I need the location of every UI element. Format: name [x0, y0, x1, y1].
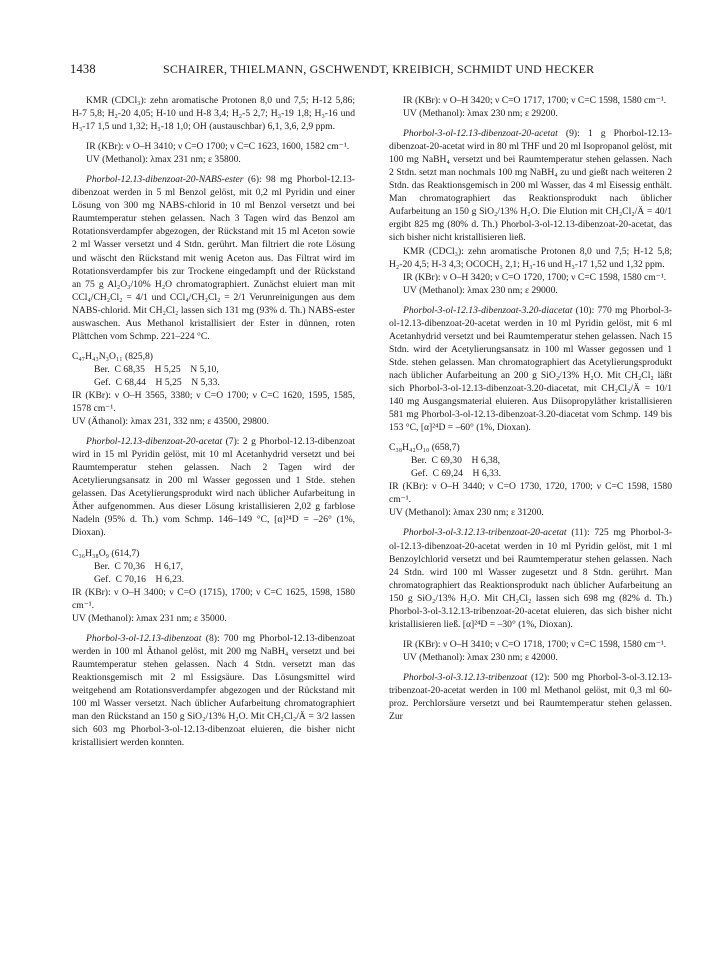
section-12-title: Phorbol-3-ol-3.12.13-tribenzoat: [403, 671, 528, 683]
section-10-body: (10): 770 mg Phorbol-3-ol-12.13-dibenzoat-20-acetat werden in 10 ml Pyridin gelöst, mit 6 ml Acetanhydrid versetzt und bei Raumtemperatur stehen gelassen. Nach 15 Stdn. wird der Acetylierungsansatz in 100 ml Wasser gegossen und 1 Stde. stehen gelassen. Man chromatographiert das Acetylierungsprodukt nach üblicher Aufarbeitung an 200 g SiO₂/13% H₂O. Mit CH₂Cl₂ läßt sich Phorbol-3-ol-12.13-dibenzoat-3.20-diacetat, mit CH₂Cl₂/Ä = 10/1 140 mg Ausgangsmaterial eluieren. Aus Diisopropyläther kristallisieren 581 mg Phorbol-3-ol-12.13-dibenzoat-3.20-diacetat vom Schmp. 149 bis 153 °C, [α]²⁴D = –60° (1%, Dioxan).: [389, 304, 672, 434]
section-12-body: (12): 500 mg Phorbol-3-ol-3.12.13-tribenzoat-20-acetat werden in 100 ml Methanol gelöst, mit 0,3 ml 60-proz. Perchlorsäure versetzt und bei Raumtemperatur stehen gelassen. Zur: [389, 671, 672, 723]
left-column: [72, 94, 355, 749]
page-number: 1438: [70, 62, 96, 76]
section-8-ir: IR (KBr): ν O–H 3420; ν C=O 1717, 1700; ν C=C 1598, 1580 cm⁻¹.: [403, 95, 667, 106]
section-6-uv: UV (Äthanol): λmax 231, 332 nm; ε 43500, 29800.: [72, 416, 269, 428]
section-9-kmr: KMR (CDCl₃): zehn aromatische Protonen 8,0 und 7,5; H-12 5,8; H₂-20 4,5; H-3 4,3; OCOCH₃ 2,1; H₃-16 und H₃-17 1,52 und 1,32 ppm.: [389, 245, 672, 270]
section-8-paragraph: [72, 632, 355, 749]
section-10-formula: C₃₈H₄₂O₁₀ (658,7): [389, 442, 460, 454]
section-7-gef: Gef. C 70,16 H 6,23.: [94, 573, 185, 585]
section-10-paragraph: [389, 304, 672, 434]
page-header: [70, 62, 666, 78]
section-10-ir: IR (KBr): ν O–H 3440; ν C=O 1730, 1720, 1700; ν C=C 1598, 1580 cm⁻¹.: [389, 481, 672, 506]
running-title: SCHAIRER, THIELMANN, GSCHWENDT, KREIBICH, SCHMIDT UND HECKER: [163, 62, 595, 76]
section-11-body: (11): 725 mg Phorbol-3-ol-12.13-dibenzoat-20-acetat werden in 10 ml Pyridin gelöst, mit 1 ml Benzoylchlorid versetzt und bei Raumtemperatur stehen gelassen. Nach 24 Stdn. wird 100 ml Wasser zugesetzt und 8 Stdn. gerührt. Man chromatographiert das Reaktionsprodukt nach üblicher Aufarbeitung an 150 g SiO₂/13% H₂O. Mit CH₂Cl₂ lassen sich 698 mg (82% d. Th.) Phorbol-3-ol-3.12.13-tribenzoat-20-acetat eluieren, das sich bisher nicht kristallisieren ließ. [α]²⁴D = –30° (1%, Dioxan).: [389, 527, 672, 630]
section-6-ber: Ber. C 68,35 H 5,25 N 5,10,: [94, 363, 219, 375]
section-7-ir: IR (KBr): ν O–H 3400; ν C=O (1715), 1700; ν C=C 1625, 1598, 1580 cm⁻¹.: [72, 586, 355, 611]
section-10-title: Phorbol-3-ol-12.13-dibenzoat-3.20-diacetat: [403, 304, 573, 316]
section-7-body: (7): 2 g Phorbol-12.13-dibenzoat wird in 15 ml Pyridin gelöst, mit 10 ml Acetanhydrid versetzt und bei Raumtemperatur stehen gelassen. Nach 2 Tagen wird der Acetylierungsansatz in 200 ml Wasser gegossen und 1 Stde. stehen gelassen. Das Acetylierungsprodukt wird nach üblicher Aufarbeitung in Äther aufgenommen. Aus dieser Lösung kristallisieren 2,02 g farblose Nadeln (95% d. Th.) vom Schmp. 146–149 °C, [α]²⁴D = –26° (1%, Dioxan).: [72, 436, 355, 539]
section-9-title: Phorbol-3-ol-12.13-dibenzoat-20-acetat: [403, 128, 558, 140]
section-11-ir: IR (KBr): ν O–H 3410; ν C=O 1718, 1700; ν C=C 1598, 1580 cm⁻¹.: [403, 638, 667, 650]
section-11-paragraph: [389, 526, 672, 630]
section-6-body: (6): 98 mg Phorbol-12.13-dibenzoat werden in 5 ml Benzol gelöst, mit 0,2 ml Pyridin und einer Lösung von 300 mg NABS-chlorid in 10 ml Benzol versetzt und bei Raumtemperatur stehen gelassen. Nach 3 Tagen wird das Benzol am Rotationsverdampfer abgezogen, der Rückstand mit 15 ml Aceton sowie 2 ml Wasser versetzt und 4 Stdn. gerührt. Man filtriert die rote Lösung und wäscht den Rückstand mit wenig Aceton aus. Das Filtrat wird im Rotationsverdampfer bis zur Trockene eingedampft und der Rückstand an 75 g Al₂O₃/10% H₂O chromatographiert. Zunächst eluiert man mit CCl₄/CH₂Cl₂ = 4/1 und CCl₄/CH₂Cl₂ = 2/1 Verunreinigungen aus dem NABS-chlorid. Mit CH₂Cl₂ lassen sich 131 mg (93% d. Th.) NABS-ester auswaschen. Aus Methanol kristallisiert der Ester in dünnen, roten Plättchen vom Schmp. 221–224 °C.: [72, 174, 355, 342]
section-9-body: (9): 1 g Phorbol-12.13-dibenzoat-20-acetat wird in 80 ml THF und 20 ml Isopropanol gelöst, mit 100 mg NaBH₄ versetzt und bei Raumtemperatur stehen gelassen. Nach 2 Stdn. setzt man nochmals 100 mg NaBH₄ zu und gießt nach weiteren 2 Stdn. das Reaktionsgemisch in 200 ml Wasser, das 4 ml Eisessig enthält. Man chromatographiert das Reaktionsprodukt nach üblicher Aufarbeitung an 150 g SiO₂/13% H₂O. Die Elution mit CH₂Cl₂/Ä = 40/1 ergibt 825 mg (80% d. Th.) Phorbol-3-ol-12.13-dibenzoat-20-acetat, das sich bisher nicht kristallisieren ließ.: [389, 128, 672, 244]
section-8-body: (8): 700 mg Phorbol-12.13-dibenzoat werden in 100 ml Äthanol gelöst, mit 200 mg NaBH₄ versetzt und bei Raumtemperatur stehen gelassen. Nach 4 Stdn. versetzt man das Reaktionsgemisch mit 2 ml Essigsäure. Das Lösungsmittel wird weitgehend am Rotationsverdampfer abgezogen und der Rückstand mit 100 ml Wasser versetzt. Nach üblicher Aufarbeitung chromatographiert man den Rückstand an 150 g SiO₂/13% H₂O. Mit CH₂Cl₂/Ä = 3/2 lassen sich 603 mg Phorbol-3-ol-12.13-dibenzoat eluieren, die bisher nicht kristallisiert werden konnten.: [72, 632, 355, 749]
section-6-ir: IR (KBr): ν O–H 3565, 3380; ν C=O 1700; ν C=C 1620, 1595, 1585, 1578 cm⁻¹.: [72, 389, 355, 415]
right-column: [389, 94, 672, 723]
section-10-uv: UV (Methanol): λmax 230 nm; ε 31200.: [389, 507, 544, 519]
section-10-gef: Gef. C 69,24 H 6,33.: [411, 468, 502, 480]
section-6-gef: Gef. C 68,44 H 5,25 N 5,33.: [94, 376, 220, 388]
ir-line: IR (KBr): ν O–H 3410; ν C=O 1700; ν C=C 1623, 1600, 1582 cm⁻¹.: [86, 141, 350, 153]
section-7-paragraph: [72, 435, 355, 539]
section-6-title: Phorbol-12.13-dibenzoat-20-NABS-ester: [86, 174, 244, 186]
section-11-title: Phorbol-3-ol-3.12.13-tribenzoat-20-acetat: [403, 527, 567, 539]
uv-line: UV (Methanol): λmax 231 nm; ε 35800.: [86, 154, 241, 166]
kmr-paragraph: KMR (CDCl₃): zehn aromatische Protonen 8,0 und 7,5; H-12 5,86; H-7 5,8; H₂-20 4,05; H-10 und H-8 3,4; H₂-5 2,7; H₃-19 1,8; H₃-16 und H₃-17 1,5 und 1,32; H₃-18 1,0; OH (austauschbar) 6,1, 3,6, 2,9 ppm.: [72, 95, 355, 133]
section-10-ber: Ber. C 69,30 H 6,38,: [411, 455, 501, 467]
section-11-uv: UV (Methanol): λmax 230 nm; ε 42000.: [403, 651, 558, 663]
section-9-ir: IR (KBr): ν O–H 3420; ν C=O 1720, 1700; ν C=C 1598, 1580 cm⁻¹.: [403, 271, 667, 283]
section-8-title: Phorbol-3-ol-12.13-dibenzoat: [86, 632, 202, 644]
section-8-uv: UV (Methanol): λmax 230 nm; ε 29200.: [403, 108, 558, 120]
section-6-formula: C₄₇H₄₃N₃O₁₁ (825,8): [72, 350, 153, 362]
section-7-formula: C₃₆H₃₈O₉ (614,7): [72, 547, 140, 559]
section-7-title: Phorbol-12.13-dibenzoat-20-acetat: [86, 436, 223, 448]
section-7-uv: UV (Methanol): λmax 231 nm; ε 35000.: [72, 612, 227, 624]
section-7-ber: Ber. C 70,36 H 6,17,: [94, 560, 184, 572]
section-12-paragraph: [389, 671, 672, 723]
section-9-uv: UV (Methanol): λmax 230 nm; ε 29000.: [403, 284, 558, 296]
section-9-paragraph: [389, 127, 672, 244]
section-6-paragraph: [72, 173, 355, 343]
